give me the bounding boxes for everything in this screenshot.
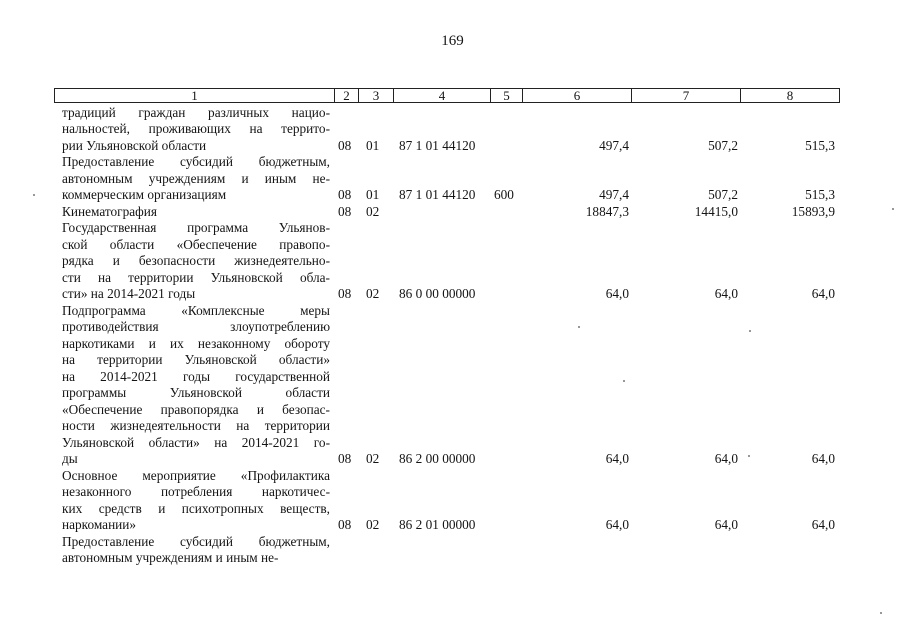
header-col-8: 8 [786, 88, 794, 103]
row-description [62, 534, 330, 567]
target-article-code: 86 0 00 00000 [399, 286, 476, 301]
section-code: 08 [338, 137, 352, 153]
description-line: ской области «Обеспечение правопо- [62, 236, 330, 252]
description-line: рии Ульяновской области [62, 137, 207, 153]
subsection-code: 02 [366, 203, 380, 219]
description-line: традиций граждан различных нацио- [62, 104, 330, 120]
section-code: 08 [338, 286, 352, 301]
scan-speck [748, 455, 750, 457]
scan-speck [749, 330, 751, 332]
expense-type-code: 600 [494, 187, 514, 202]
section-code: 08 [338, 203, 352, 219]
description-line: программы Ульяновской области [62, 385, 330, 400]
amount-col-6: 64,0 [605, 517, 629, 532]
table-header-row [54, 88, 840, 103]
description-line: ких средств и психотропных веществ, [62, 500, 330, 516]
row-description [62, 220, 330, 303]
target-article-code: 86 2 01 00000 [399, 517, 476, 532]
subsection-code: 02 [366, 451, 380, 466]
description-line: наркотиками и их незаконному обороту [62, 335, 330, 351]
scan-speck [578, 326, 580, 328]
amount-col-7: 14415,0 [694, 203, 738, 219]
target-article-code: 87 1 01 44120 [399, 187, 476, 202]
amount-col-8: 64,0 [811, 517, 835, 532]
header-col-5: 5 [491, 89, 523, 102]
description-line: автономным учреждениям и иным не- [62, 170, 330, 186]
scan-speck [880, 612, 882, 614]
amount-col-8: 64,0 [811, 451, 835, 466]
row-description [62, 468, 330, 534]
amount-col-6: 64,0 [605, 286, 629, 301]
amount-col-7: 507,2 [708, 187, 738, 202]
amount-col-6: 497,4 [599, 137, 629, 153]
description-line: Кинематография [62, 203, 158, 219]
description-line: Ульяновской области» на 2014-2021 го- [62, 434, 330, 450]
subsection-code: 01 [366, 137, 380, 153]
amount-col-6: 18847,3 [585, 203, 629, 219]
description-line: противодействия злоупотреблению [62, 319, 330, 334]
amount-col-7: 64,0 [714, 286, 738, 301]
description-line: автономным учреждениям и иным не- [62, 550, 279, 565]
row-description [62, 105, 330, 155]
description-line: сти на территории Ульяновской обла- [62, 269, 330, 285]
amount-col-6: 64,0 [605, 451, 629, 466]
description-line: незаконного потребления наркотичес- [62, 484, 330, 499]
header-col-3: 3 [359, 89, 394, 102]
description-line: на территории Ульяновской области» [62, 352, 330, 367]
description-line: на 2014-2021 годы государственной [62, 368, 330, 384]
amount-col-7: 507,2 [708, 137, 738, 153]
amount-col-6: 497,4 [599, 187, 629, 202]
subsection-code: 02 [366, 517, 380, 532]
description-line: ды [62, 451, 78, 466]
amount-col-8: 15893,9 [791, 203, 835, 219]
header-col-1: 1 [55, 89, 335, 102]
amount-col-8: 515,3 [805, 187, 835, 202]
header-col-2: 2 [335, 89, 359, 102]
target-article-code: 87 1 01 44120 [399, 137, 476, 153]
header-col-7: 7 [632, 89, 741, 102]
scan-speck [892, 208, 894, 210]
description-line: Государственная программа Ульянов- [62, 220, 330, 235]
description-line: Предоставление субсидий бюджетным, [62, 154, 330, 169]
description-line: Основное мероприятие «Профилактика [62, 467, 330, 483]
description-line: коммерческим организациям [62, 187, 227, 202]
row-description [62, 204, 330, 221]
target-article-code: 86 2 00 00000 [399, 451, 476, 466]
page-number: 169 [441, 33, 464, 49]
amount-col-8: 64,0 [811, 286, 835, 301]
section-code: 08 [338, 187, 352, 202]
subsection-code: 01 [366, 187, 380, 202]
description-line: наркомании» [62, 517, 137, 532]
description-line: рядка и безопасности жизнедеятельно- [62, 253, 330, 268]
description-line: нальностей, проживающих на террито- [62, 121, 330, 136]
scan-speck [33, 194, 35, 196]
subsection-code: 02 [366, 286, 380, 301]
row-description [62, 303, 330, 468]
amount-col-8: 515,3 [805, 137, 835, 153]
description-line: Предоставление субсидий бюджетным, [62, 533, 330, 549]
description-line: ности жизнедеятельности на территории [62, 418, 330, 433]
header-col-6: 6 [523, 89, 632, 102]
description-line: «Обеспечение правопорядка и безопас- [62, 401, 330, 417]
section-code: 08 [338, 517, 352, 532]
description-line: Подпрограмма «Комплексные меры [62, 302, 330, 318]
header-col-4: 4 [394, 89, 491, 102]
amount-col-7: 64,0 [714, 517, 738, 532]
row-description [62, 154, 330, 204]
scan-speck [623, 380, 625, 382]
description-line: сти» на 2014-2021 годы [62, 286, 196, 301]
amount-col-7: 64,0 [714, 451, 738, 466]
section-code: 08 [338, 451, 352, 466]
